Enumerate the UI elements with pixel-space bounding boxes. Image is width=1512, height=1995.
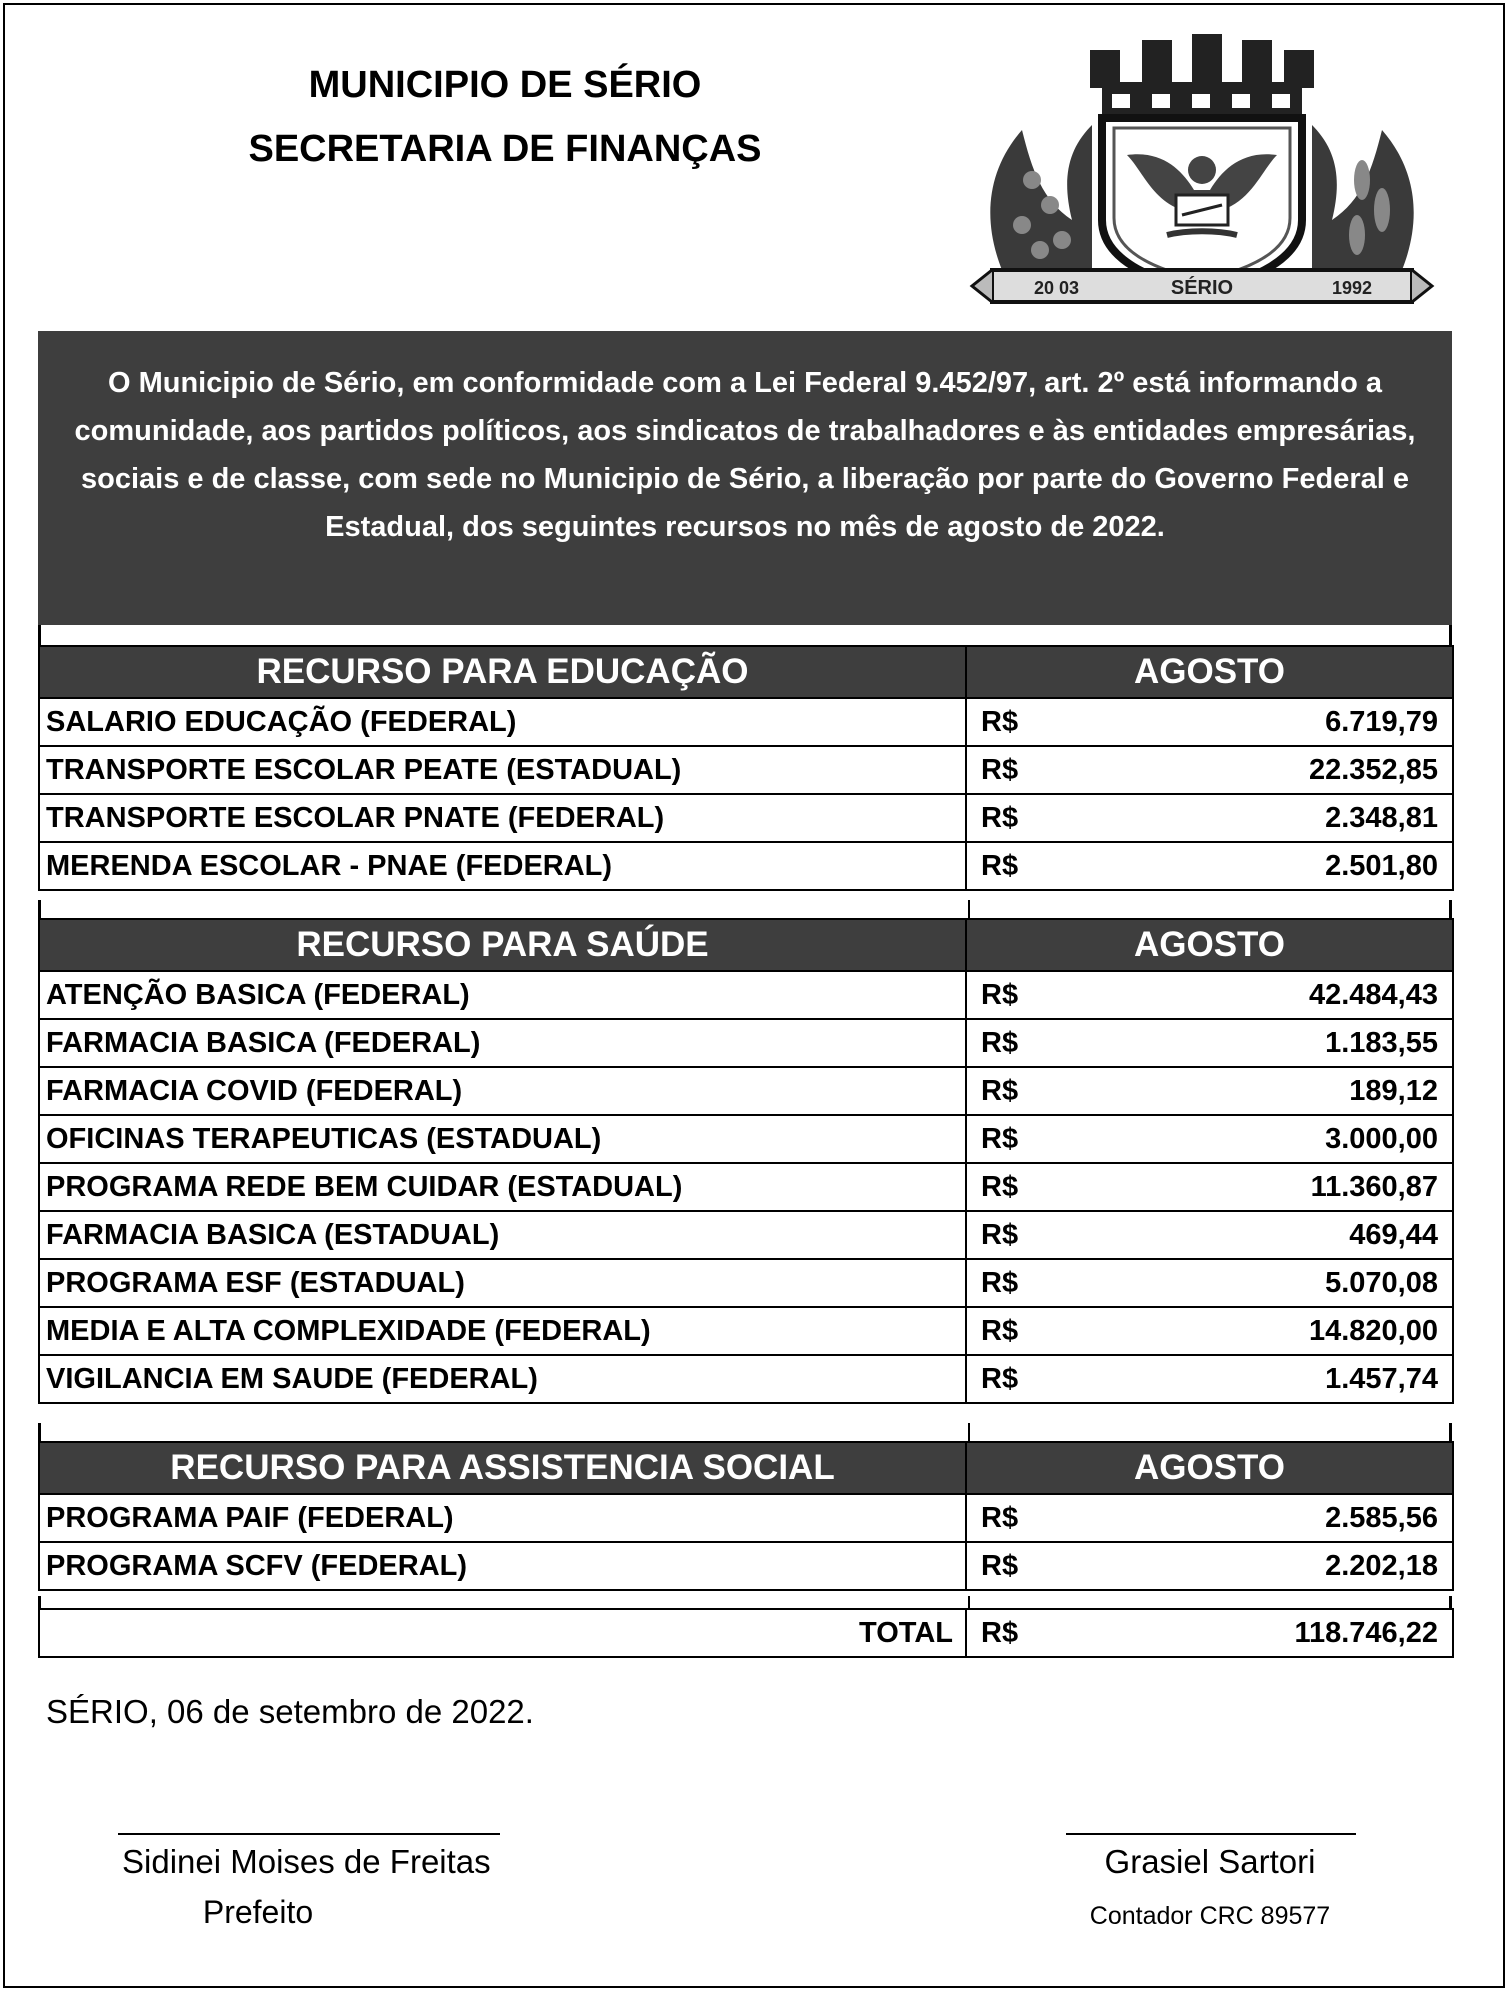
currency-symbol: R$ [981, 1170, 1019, 1203]
currency-symbol: R$ [981, 1362, 1019, 1395]
table-row [39, 1163, 1453, 1211]
amount-cell [966, 1355, 1453, 1403]
date-line: SÉRIO, 06 de setembro de 2022. [46, 1693, 534, 1730]
row-value: 2.501,80 [1325, 849, 1438, 882]
row-label: OFICINAS TERAPEUTICAS (ESTADUAL) [39, 1115, 966, 1163]
currency-symbol: R$ [981, 1026, 1019, 1059]
currency-symbol: R$ [981, 1074, 1019, 1107]
row-label: ATENÇÃO BASICA (FEDERAL) [39, 971, 966, 1019]
row-value: 11.360,87 [1310, 1170, 1438, 1203]
section-header [39, 1442, 1453, 1494]
table-row [39, 1542, 1453, 1590]
row-label: FARMACIA BASICA (ESTADUAL) [39, 1211, 966, 1259]
amount-cell [966, 842, 1453, 890]
row-label: TRANSPORTE ESCOLAR PEATE (ESTADUAL) [39, 746, 966, 794]
row-label: SALARIO EDUCAÇÃO (FEDERAL) [39, 698, 966, 746]
amount-cell [966, 1163, 1453, 1211]
table-row [39, 746, 1453, 794]
svg-text:SÉRIO: SÉRIO [1170, 277, 1234, 299]
total-value: 118.746,22 [1294, 1616, 1438, 1649]
month-header: AGOSTO [966, 646, 1453, 698]
row-label: FARMACIA COVID (FEDERAL) [39, 1067, 966, 1115]
signatory-role: Prefeito [202, 1894, 314, 1930]
row-label: PROGRAMA REDE BEM CUIDAR (ESTADUAL) [39, 1163, 966, 1211]
row-label: MERENDA ESCOLAR - PNAE (FEDERAL) [39, 842, 966, 890]
currency-symbol: R$ [981, 753, 1019, 786]
amount-cell [966, 1307, 1453, 1355]
amount-cell [966, 746, 1453, 794]
spacer [38, 900, 1452, 920]
currency-symbol: R$ [981, 978, 1019, 1011]
currency-symbol: R$ [981, 1314, 1019, 1347]
table-row [39, 794, 1453, 842]
row-value: 1.183,55 [1325, 1026, 1438, 1059]
section-title: RECURSO PARA ASSISTENCIA SOCIAL [39, 1442, 966, 1494]
table-row [39, 1019, 1453, 1067]
currency-symbol: R$ [981, 1122, 1019, 1155]
notice-text: O Municipio de Sério, em conformidade com a Lei Federal 9.452/97, art. 2º está informando a comunidade, aos partidos políticos, aos sindicatos de trabalhadores e às entidades empresárias, sociais e de classe, com sede no Municipio de Sério, a liberação por parte do Governo Federal e Estadual, dos seguintes recursos no mês de agosto de 2022. [38, 331, 1452, 625]
amount-cell [966, 1019, 1453, 1067]
svg-text:20 03: 20 03 [1034, 278, 1080, 298]
spacer [38, 1423, 1452, 1443]
total-amount-cell [966, 1609, 1453, 1657]
row-value: 22.352,85 [1308, 753, 1438, 786]
spacer [38, 1596, 1452, 1608]
month-header: AGOSTO [966, 919, 1453, 971]
row-value: 42.484,43 [1308, 978, 1438, 1011]
row-value: 469,44 [1349, 1218, 1438, 1251]
total-table [38, 1608, 1454, 1658]
row-value: 2.202,18 [1325, 1549, 1438, 1582]
amount-cell [966, 1542, 1453, 1590]
table-row [39, 1067, 1453, 1115]
spacer [38, 625, 1452, 645]
section-title: RECURSO PARA EDUCAÇÃO [39, 646, 966, 698]
svg-text:1992: 1992 [1332, 278, 1373, 298]
amount-cell [966, 794, 1453, 842]
section-header [39, 646, 1453, 698]
health-table [38, 918, 1454, 1404]
row-value: 5.070,08 [1325, 1266, 1438, 1299]
row-label: FARMACIA BASICA (FEDERAL) [39, 1019, 966, 1067]
currency-symbol: R$ [981, 1266, 1019, 1299]
signature-line [118, 1833, 500, 1835]
signature-line [1066, 1833, 1356, 1835]
section-title: RECURSO PARA SAÚDE [39, 919, 966, 971]
row-value: 6.719,79 [1325, 705, 1438, 738]
row-value: 1.457,74 [1325, 1362, 1438, 1395]
amount-cell [966, 1211, 1453, 1259]
amount-cell [966, 1259, 1453, 1307]
currency-symbol: R$ [981, 1501, 1019, 1534]
row-value: 2.585,56 [1325, 1501, 1438, 1534]
coat-of-arms-icon [962, 30, 1442, 312]
social-assistance-table [38, 1441, 1454, 1591]
table-row [39, 1211, 1453, 1259]
table-row [39, 971, 1453, 1019]
row-label: PROGRAMA ESF (ESTADUAL) [39, 1259, 966, 1307]
table-row [39, 1355, 1453, 1403]
row-value: 3.000,00 [1325, 1122, 1438, 1155]
currency-symbol: R$ [981, 801, 1019, 834]
education-table [38, 645, 1454, 891]
currency-symbol: R$ [981, 1549, 1019, 1582]
amount-cell [966, 1067, 1453, 1115]
table-row [39, 698, 1453, 746]
row-label: TRANSPORTE ESCOLAR PNATE (FEDERAL) [39, 794, 966, 842]
month-header: AGOSTO [966, 1442, 1453, 1494]
currency-symbol: R$ [981, 705, 1019, 738]
section-header [39, 919, 1453, 971]
table-row [39, 1307, 1453, 1355]
row-label: MEDIA E ALTA COMPLEXIDADE (FEDERAL) [39, 1307, 966, 1355]
page-title: MUNICIPIO DE SÉRIO [308, 64, 702, 106]
amount-cell [966, 971, 1453, 1019]
row-label: PROGRAMA SCFV (FEDERAL) [39, 1542, 966, 1590]
currency-symbol: R$ [981, 1616, 1019, 1649]
row-value: 189,12 [1349, 1074, 1438, 1107]
table-row [39, 1494, 1453, 1542]
currency-symbol: R$ [981, 1218, 1019, 1251]
total-row [39, 1609, 1453, 1657]
row-value: 2.348,81 [1325, 801, 1438, 834]
page-subtitle: SECRETARIA DE FINANÇAS [248, 128, 762, 170]
row-value: 14.820,00 [1308, 1314, 1438, 1347]
currency-symbol: R$ [981, 849, 1019, 882]
signatory-name: Sidinei Moises de Freitas [122, 1843, 491, 1880]
amount-cell [966, 1494, 1453, 1542]
signatory-name: Grasiel Sartori [1104, 1843, 1316, 1880]
total-label: TOTAL [39, 1609, 966, 1657]
amount-cell [966, 698, 1453, 746]
signatory-role: Contador CRC 89577 [1089, 1902, 1331, 1930]
row-label: PROGRAMA PAIF (FEDERAL) [39, 1494, 966, 1542]
table-row [39, 1259, 1453, 1307]
table-row [39, 1115, 1453, 1163]
amount-cell [966, 1115, 1453, 1163]
table-row [39, 842, 1453, 890]
row-label: VIGILANCIA EM SAUDE (FEDERAL) [39, 1355, 966, 1403]
